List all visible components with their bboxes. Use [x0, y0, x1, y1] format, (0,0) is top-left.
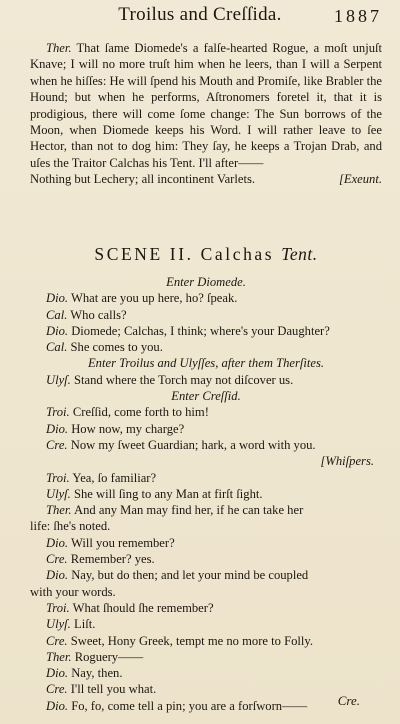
speaker-name: Troi.	[46, 405, 70, 420]
speech-line	[30, 551, 382, 567]
speaker-name: Dio.	[46, 535, 69, 550]
speech-line	[30, 486, 382, 502]
opening-speech	[30, 40, 382, 188]
speaker-name: Ther.	[46, 649, 72, 664]
page-number: 1887	[334, 6, 382, 26]
thersites-speech	[30, 40, 382, 171]
speech-line	[30, 339, 382, 355]
speech-text: What are you up here, ho? ſpeak.	[70, 291, 238, 306]
speech-line	[30, 567, 382, 583]
speech-line	[30, 404, 382, 420]
speech-line	[30, 698, 382, 714]
speaker-name: Ther.	[46, 503, 72, 518]
speech-text: Nay, then.	[71, 666, 123, 681]
speech-text: Diomede; Calchas, I think; where's your Daughter?	[71, 323, 330, 338]
speaker-name: Cal.	[46, 307, 68, 322]
speech-text: How now, my charge?	[71, 421, 185, 436]
speaker-name: Cre.	[46, 437, 68, 452]
speech-line	[30, 502, 382, 518]
speech-line	[30, 681, 382, 697]
scene-number: SCENE II.	[94, 244, 194, 264]
speech-text: Stand where the Torch may not diſcover us.	[74, 372, 294, 387]
speech-text: I'll tell you what.	[70, 682, 157, 697]
speech-text: She comes to you.	[70, 340, 163, 355]
speech-text: Creſſid, come forth to him!	[72, 405, 209, 420]
speaker-name: Dio.	[46, 666, 69, 681]
speaker-name: Cre.	[46, 682, 68, 697]
speech-text: Now my ſweet Guardian; hark, a word with you.	[70, 437, 316, 452]
speaker-name: Dio.	[46, 421, 69, 436]
speech-line	[30, 290, 382, 306]
speaker-name: Ulyſ.	[46, 486, 71, 501]
speaker-name: Cre.	[46, 633, 68, 648]
scene-location-italic: Tent.	[281, 244, 318, 264]
speaker-name: Dio.	[46, 568, 69, 583]
speaker-name: Cal.	[46, 340, 68, 355]
speaker-name: Dio.	[46, 698, 69, 713]
speech-text: Fo, fo, come tell a pin; you are a forſworn——	[71, 698, 308, 713]
speech-line	[30, 616, 382, 632]
speech-text: That ſame Diomede's a falſe-hearted Rogue, a moſt unjuſt Knave; I will no more truſt him when he leers, than I will a Serpent when he hiſſes: He will ſpend his Mouth and Promiſe, like Brabler the Hound; but when he performs, Aſtronomers foretel it, that it is prodigious, there will come ſome change: The Sun borrows of the Moon, when Diomede keeps his Word. I will rather leave to ſee Hector, than not to dog him: They ſay, he keeps a Trojan Drab, and uſes the Traitor Calchas his Tent. I'll after——	[30, 41, 382, 170]
speaker-name: Ulyſ.	[46, 617, 71, 632]
speaker-name: Ulyſ.	[46, 372, 71, 387]
speech-text: And any Man may find her, if he can take her	[74, 503, 304, 518]
speech-text: Will you remember?	[70, 535, 175, 550]
exit-line	[30, 171, 382, 187]
stage-direction-text: Enter Troilus and Ulyſſes, after them Therſites.	[87, 356, 324, 371]
speech-line	[30, 665, 382, 681]
speech-line	[30, 323, 382, 339]
speech-line	[30, 421, 382, 437]
speaker-name: Ther.	[46, 41, 72, 55]
stage-direction	[30, 274, 382, 290]
speech-line	[30, 307, 382, 323]
speaker-name: Cre.	[46, 552, 68, 567]
speech-line	[30, 633, 382, 649]
speech-text: Remember? yes.	[70, 552, 155, 567]
speech-text: Yea, ſo familiar?	[72, 470, 157, 485]
speech-line	[30, 372, 382, 388]
speech-continuation: with your words.	[30, 584, 116, 599]
page-header	[0, 4, 400, 34]
dialogue	[30, 274, 382, 714]
speech-line	[30, 649, 382, 665]
speech-line	[30, 600, 382, 616]
speech-text-last: Nothing but Lechery; all incontinent Varlets.	[30, 172, 256, 187]
speech-line	[30, 470, 382, 486]
scene-heading	[30, 244, 382, 265]
speech-text: Sweet, Hony Greek, tempt me no more to Folly.	[70, 633, 314, 648]
speaker-name: Troi.	[46, 600, 70, 615]
speech-line	[30, 437, 382, 453]
speaker-name: Dio.	[46, 323, 69, 338]
speech-text: Roguery——	[74, 649, 144, 664]
speaker-name: Dio.	[46, 291, 69, 306]
speech-line	[30, 535, 382, 551]
stage-direction-text: Enter Diomede.	[166, 275, 246, 289]
running-title: Troilus and Creſſida.	[118, 4, 282, 25]
speech-text: Nay, but do then; and let your mind be coupled	[71, 568, 309, 583]
speech-text: Who calls?	[70, 307, 127, 322]
aside-direction: [Whiſpers.	[320, 454, 374, 469]
speaker-name: Troi.	[46, 470, 70, 485]
speech-text: Liſt.	[74, 617, 96, 632]
catchword: Cre.	[337, 693, 360, 708]
speech-text: What ſhould ſhe remember?	[72, 600, 214, 615]
speech-continuation: life: ſhe's noted.	[30, 519, 111, 534]
stage-direction	[30, 355, 382, 371]
stage-direction-text: Enter Creſſid.	[171, 389, 241, 404]
speech-text: She will ſing to any Man at firſt ſight.	[74, 486, 263, 501]
exit-direction: [Exeunt.	[338, 172, 382, 187]
scene-location: Calchas	[200, 244, 275, 264]
stage-direction	[30, 388, 382, 404]
